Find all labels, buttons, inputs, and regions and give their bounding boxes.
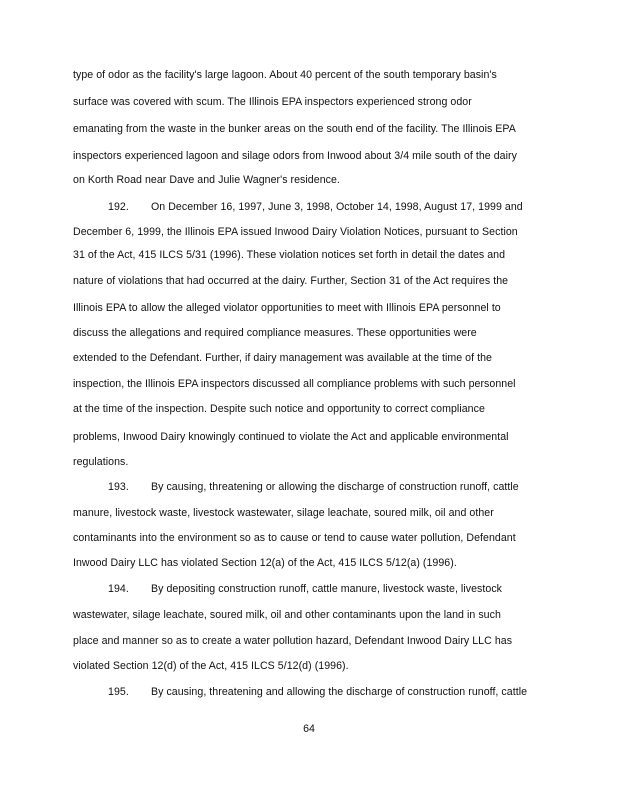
text-line: extended to the Defendant. Further, if dairy management was available at the time of the	[73, 352, 492, 364]
paragraph-195-first-line	[108, 686, 527, 699]
paragraph-number: 193.	[108, 481, 129, 493]
text-line: at the time of the inspection. Despite such notice and opportunity to correct compliance	[73, 403, 485, 415]
paragraph-number: 194.	[108, 583, 129, 595]
page-number: 64	[303, 723, 315, 735]
text-line: on Korth Road near Dave and Julie Wagner's residence.	[73, 174, 340, 186]
text-line: inspection, the Illinois EPA inspectors discussed all compliance problems with such personnel	[73, 378, 516, 390]
text-line: problems, Inwood Dairy knowingly continued to violate the Act and applicable environmental	[73, 431, 509, 443]
text-line: By causing, threatening or allowing the discharge of construction runoff, cattle	[151, 481, 519, 493]
text-line: Illinois EPA to allow the alleged violator opportunities to meet with Illinois EPA personnel to	[73, 302, 501, 314]
text-line: contaminants into the environment so as to cause or tend to cause water pollution, Defendant	[73, 532, 516, 544]
text-line: type of odor as the facility's large lagoon. About 40 percent of the south temporary basin's	[73, 69, 497, 81]
paragraph-192-first-line	[108, 201, 523, 214]
text-line: regulations.	[73, 456, 129, 468]
text-line: discuss the allegations and required compliance measures. These opportunities were	[73, 327, 477, 339]
paragraph-number: 192.	[108, 201, 129, 213]
text-line: place and manner so as to create a water pollution hazard, Defendant Inwood Dairy LLC has	[73, 635, 513, 647]
text-line: December 6, 1999, the Illinois EPA issued Inwood Dairy Violation Notices, pursuant to Section	[73, 226, 518, 238]
text-line: Inwood Dairy LLC has violated Section 12(a) of the Act, 415 ILCS 5/12(a) (1996).	[73, 557, 457, 569]
text-line: On December 16, 1997, June 3, 1998, October 14, 1998, August 17, 1999 and	[151, 201, 523, 213]
text-line: wastewater, silage leachate, soured milk, oil and other contaminants upon the land in such	[73, 609, 501, 621]
paragraph-193-first-line	[108, 481, 519, 494]
text-line: manure, livestock waste, livestock wastewater, silage leachate, soured milk, oil and other	[73, 507, 494, 519]
text-line: 31 of the Act, 415 ILCS 5/31 (1996). These violation notices set forth in detail the dates and	[73, 249, 506, 261]
text-line: surface was covered with scum. The Illinois EPA inspectors experienced strong odor	[73, 96, 472, 108]
text-line: nature of violations that had occurred at the dairy. Further, Section 31 of the Act requires the	[73, 275, 509, 287]
text-line: violated Section 12(d) of the Act, 415 ILCS 5/12(d) (1996).	[73, 660, 349, 672]
text-line: By depositing construction runoff, cattle manure, livestock waste, livestock	[151, 583, 503, 595]
text-line: By causing, threatening and allowing the discharge of construction runoff, cattle	[151, 686, 528, 698]
text-line: emanating from the waste in the bunker areas on the south end of the facility. The Illinois EPA	[73, 123, 516, 135]
paragraph-number: 195.	[108, 686, 129, 698]
text-line: inspectors experienced lagoon and silage odors from Inwood about 3/4 mile south of the dairy	[73, 150, 517, 162]
paragraph-194-first-line	[108, 583, 502, 596]
